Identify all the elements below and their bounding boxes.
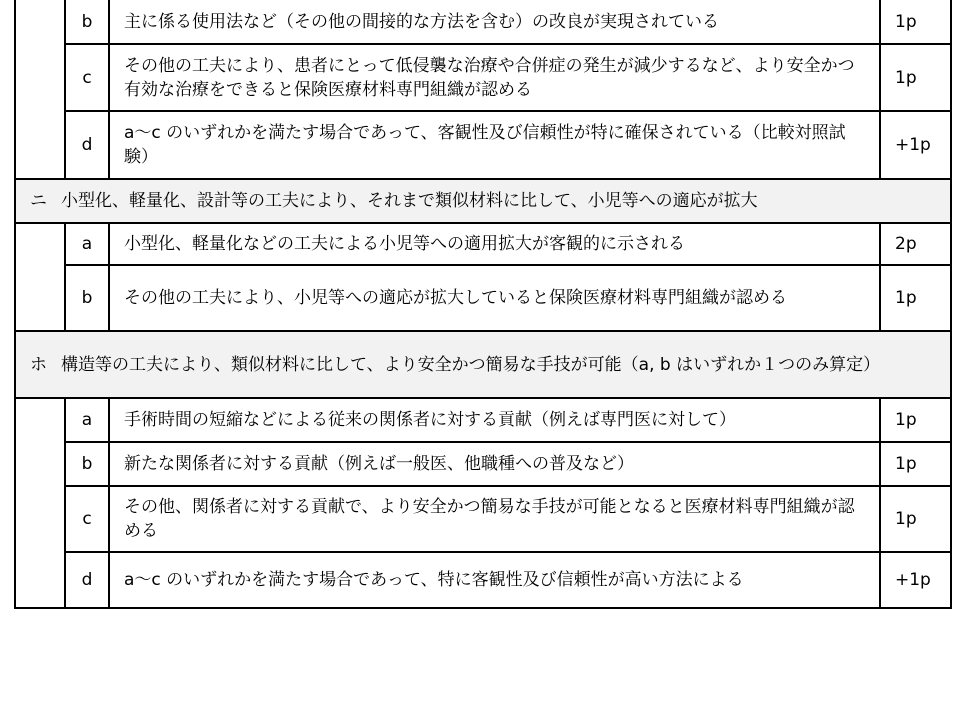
indent-cell <box>15 223 65 265</box>
section-marker: ニ <box>30 191 47 211</box>
item-description: 新たな関係者に対する貢献（例えば一般医、他職種への普及など） <box>109 442 880 486</box>
item-description: その他、関係者に対する貢献で、より安全かつ簡易な手技が可能となると医療材料専門組織が認める <box>109 486 880 552</box>
item-description: a～c のいずれかを満たす場合であって、特に客観性及び信頼性が高い方法による <box>109 552 880 608</box>
item-points: 1p <box>880 44 951 111</box>
item-description: その他の工夫により、小児等への適応が拡大していると保険医療材料専門組織が認める <box>109 265 880 331</box>
item-letter: a <box>65 398 109 442</box>
item-letter: d <box>65 552 109 608</box>
criteria-row <box>15 442 951 486</box>
indent-cell <box>15 44 65 111</box>
indent-cell <box>15 486 65 552</box>
item-letter: b <box>65 442 109 486</box>
indent-cell <box>15 552 65 608</box>
item-letter: d <box>65 111 109 179</box>
criteria-row <box>15 223 951 265</box>
item-points: 1p <box>880 265 951 331</box>
item-description: a～c のいずれかを満たす場合であって、客観性及び信頼性が特に確保されている（比較対照試験） <box>109 111 880 179</box>
item-description: 主に係る使用法など（その他の間接的な方法を含む）の改良が実現されている <box>109 0 880 44</box>
criteria-row <box>15 111 951 179</box>
indent-cell <box>15 265 65 331</box>
item-points: +1p <box>880 552 951 608</box>
criteria-document <box>14 0 950 609</box>
criteria-row <box>15 486 951 552</box>
item-points: 1p <box>880 0 951 44</box>
item-points: 1p <box>880 486 951 552</box>
section-header-ni <box>15 179 951 223</box>
item-letter: b <box>65 0 109 44</box>
section-header-ho <box>15 331 951 398</box>
item-letter: c <box>65 44 109 111</box>
section-title: 構造等の工夫により、類似材料に比して、より安全かつ簡易な手技が可能（a, b はいずれか１つのみ算定） <box>61 354 881 375</box>
item-letter: c <box>65 486 109 552</box>
item-letter: a <box>65 223 109 265</box>
indent-cell <box>15 111 65 179</box>
item-points: +1p <box>880 111 951 179</box>
item-points: 2p <box>880 223 951 265</box>
item-letter: b <box>65 265 109 331</box>
indent-cell <box>15 442 65 486</box>
criteria-row <box>15 265 951 331</box>
criteria-row <box>15 398 951 442</box>
item-description: 手術時間の短縮などによる従来の関係者に対する貢献（例えば専門医に対して） <box>109 398 880 442</box>
item-points: 1p <box>880 442 951 486</box>
item-points: 1p <box>880 398 951 442</box>
section-title: 小型化、軽量化、設計等の工夫により、それまで類似材料に比して、小児等への適応が拡大 <box>61 191 758 211</box>
criteria-row <box>15 44 951 111</box>
item-description: その他の工夫により、患者にとって低侵襲な治療や合併症の発生が減少するなど、より安全かつ有効な治療をできると保険医療材料専門組織が認める <box>109 44 880 111</box>
criteria-table <box>14 0 952 609</box>
indent-cell <box>15 398 65 442</box>
indent-cell <box>15 0 65 44</box>
section-marker: ホ <box>30 354 47 375</box>
criteria-row <box>15 0 951 44</box>
criteria-row <box>15 552 951 608</box>
item-description: 小型化、軽量化などの工夫による小児等への適用拡大が客観的に示される <box>109 223 880 265</box>
